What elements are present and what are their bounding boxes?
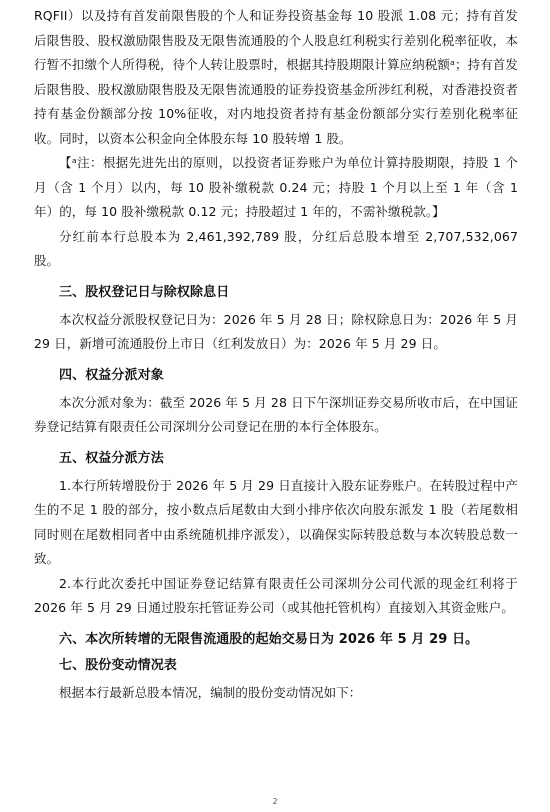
heading-trading-start-date: 六、本次所转增的无限售流通股的起始交易日为 2026 年 5 月 29 日。 <box>59 631 479 647</box>
paragraph-method-item-2: 2.本行此次委托中国证券登记结算有限责任公司深圳分公司代派的现金红利将于 2026 年 5 月 29 日通过股东托管证券公司（或其他托管机构）直接划入其资金账户。 <box>34 575 518 615</box>
paragraph-record-date: 本次权益分派股权登记日为：2026 年 5 月 28 日；除权除息日为：2026 年 5 月 29 日，新增可流通股份上市日（红利发放日）为：2026 年 5 月 29 日。 <box>34 311 518 351</box>
paragraph-dividend-tax: RQFII）以及持有首发前限售股的个人和证券投资基金每 10 股派 1.08 元；持有首发后限售股、股权激励限售股及无限售流通股的个人股息红利税实行差别化税率征收，本行暂不扣缴个人所得税，待个人转让股票时，根据其持股期限计算应纳税额ᵃ；持有首发后限售股、股权激励限售股及无限售流通股的证券投资基金所涉红利税，对香港投资者持有基金份额部分按 10%征收，对内地投资者持有基金份额部分实行差别化税率征收。同时，以资本公积金向全体股东每 10 股转增 1 股。 <box>34 8 518 146</box>
page-number: 2 <box>272 797 278 806</box>
paragraph-share-change-intro: 根据本行最新总股本情况，编制的股份变动情况如下： <box>59 684 362 700</box>
paragraph-tax-note: 【ᵃ注：根据先进先出的原则，以投资者证券账户为单位计算持股期限，持股 1 个月（含 1 个月）以内，每 10 股补缴税款 0.24 元；持股 1 个月以上至 1 年（含 1 年）的，每 10 股补缴税款 0.12 元；持股超过 1 年的，不需补缴税款。】 <box>34 155 518 219</box>
paragraph-total-shares: 分红前本行总股本为 2,461,392,789 股，分红后总股本增至 2,707,532,067 股。 <box>34 228 518 268</box>
paragraph-distribution-target: 本次分派对象为：截至 2026 年 5 月 28 日下午深圳证券交易所收市后，在中国证券登记结算有限责任公司深圳分公司登记在册的本行全体股东。 <box>34 394 518 434</box>
heading-distribution-target: 四、权益分派对象 <box>59 367 164 383</box>
paragraph-method-item-1: 1.本行所转增股份于 2026 年 5 月 29 日直接计入股东证券账户。在转股过程中产生的不足 1 股的部分，按小数点后尾数由大到小排序依次向股东派发 1 股（若尾数相同时则在尾数相同者中由系统随机排序派发），以确保实际转股总数与本次转股总数一致。 <box>34 477 518 566</box>
heading-share-change-table: 七、股份变动情况表 <box>59 657 177 673</box>
heading-distribution-method: 五、权益分派方法 <box>59 450 164 466</box>
heading-record-date: 三、股权登记日与除权除息日 <box>59 284 230 300</box>
